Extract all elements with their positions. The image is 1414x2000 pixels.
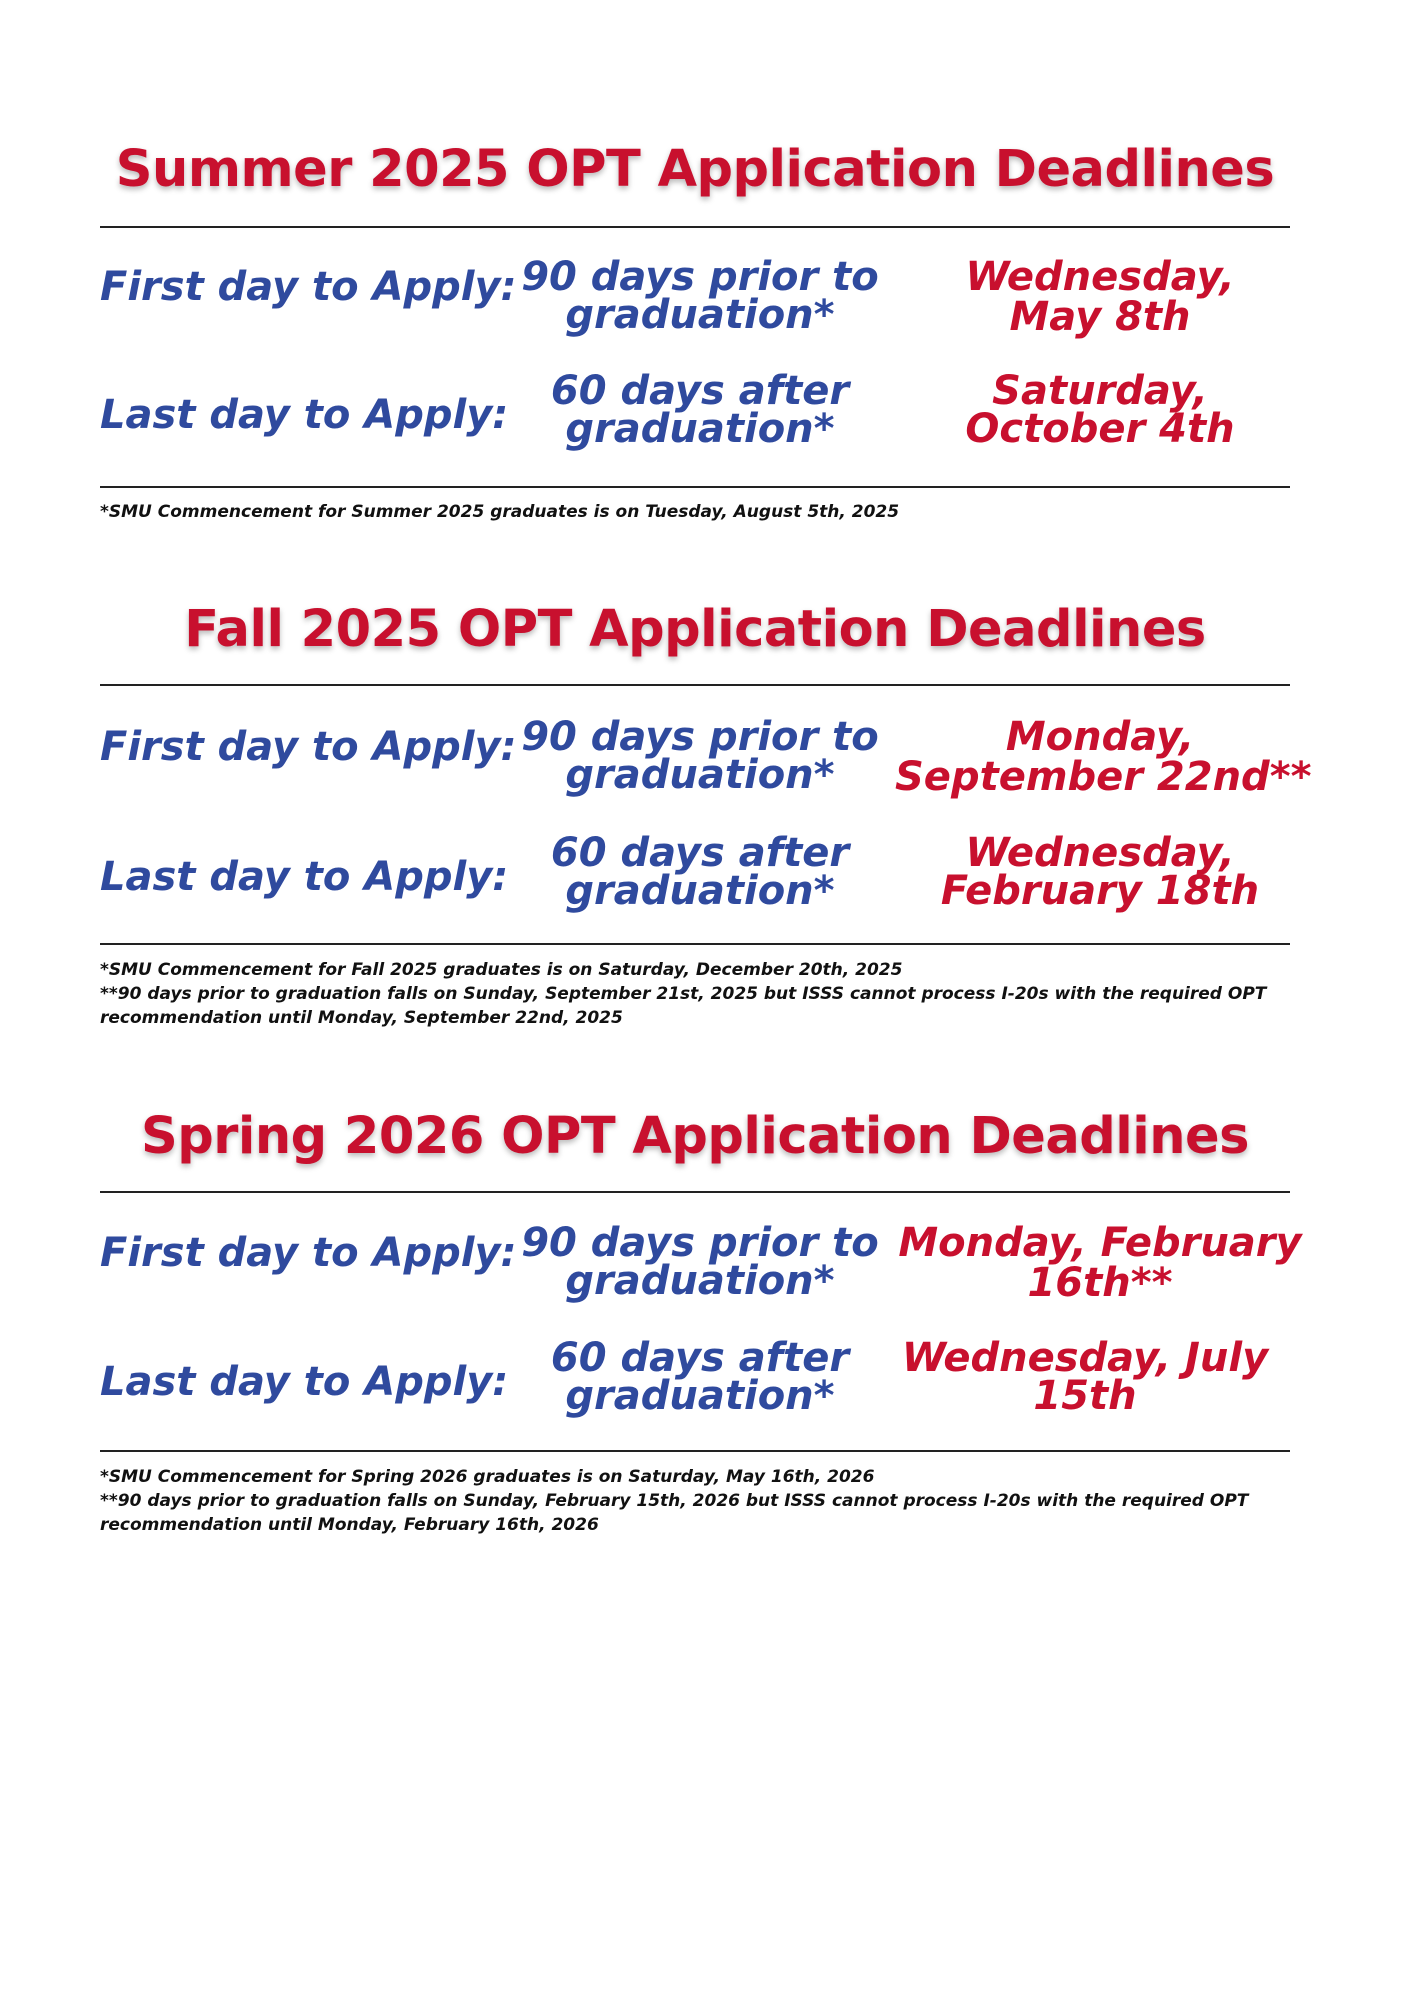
rule-line-2: graduation*	[565, 406, 835, 452]
date-line-1: Wednesday, July	[901, 1335, 1269, 1381]
date-line-1: Saturday,	[992, 368, 1208, 414]
rule-line-1: 60 days after	[550, 368, 850, 414]
footnotes	[100, 958, 1340, 1030]
date-line-2: 15th	[1033, 1373, 1137, 1419]
section-top-divider	[100, 684, 1290, 686]
last-day-label: Last day to Apply:	[100, 854, 509, 900]
section-title: Summer 2025 OPT Application Deadlines	[115, 140, 1275, 199]
footnotes	[100, 1465, 1340, 1537]
section-bottom-divider	[100, 486, 1290, 488]
date-line-2: 16th**	[1027, 1260, 1173, 1306]
first-day-date	[895, 714, 1312, 800]
first-day-rule	[500, 254, 900, 338]
footnote: *SMU Commencement for Summer 2025 graduates is on Tuesday, August 5th, 2025	[100, 502, 900, 522]
date-line-1: Wednesday,	[965, 830, 1235, 876]
first-day-rule	[500, 1220, 900, 1304]
first-day-row	[0, 1220, 1414, 1324]
rule-line-2: graduation*	[565, 752, 835, 798]
date-line-1: Monday,	[1005, 714, 1195, 760]
rule-line-1: 90 days prior to	[521, 1220, 879, 1266]
first-day-row	[0, 714, 1414, 818]
section-top-divider	[100, 1191, 1290, 1193]
last-day-rule	[500, 830, 900, 914]
rule-line-2: graduation*	[565, 292, 835, 338]
date-line-2: October 4th	[965, 406, 1235, 452]
rule-line-1: 60 days after	[550, 1335, 850, 1381]
last-day-label: Last day to Apply:	[100, 392, 509, 438]
section-bottom-divider	[100, 1450, 1290, 1452]
last-day-row	[0, 1335, 1414, 1439]
date-line-2: May 8th	[1009, 294, 1191, 340]
last-day-date	[880, 1335, 1290, 1419]
section-top-divider	[100, 226, 1290, 228]
first-day-date	[900, 254, 1300, 340]
first-day-label: First day to Apply:	[100, 724, 517, 770]
date-line-1: Wednesday,	[965, 254, 1235, 300]
section-title: Spring 2026 OPT Application Deadlines	[140, 1107, 1250, 1166]
rule-line-2: graduation*	[565, 1373, 835, 1419]
first-day-row	[0, 254, 1414, 358]
rule-line-1: 90 days prior to	[521, 254, 879, 300]
rule-line-2: graduation*	[565, 1258, 835, 1304]
first-day-label: First day to Apply:	[100, 1230, 517, 1276]
rule-line-1: 90 days prior to	[521, 714, 879, 760]
section-title: Fall 2025 OPT Application Deadlines	[184, 600, 1206, 659]
last-day-date	[900, 368, 1300, 452]
footnote: *SMU Commencement for Fall 2025 graduates is on Saturday, December 20th, 2025	[100, 960, 903, 980]
last-day-row	[0, 368, 1414, 472]
last-day-label: Last day to Apply:	[100, 1359, 509, 1405]
date-line-1: Monday, February	[898, 1220, 1302, 1266]
date-line-2: September 22nd**	[895, 754, 1312, 800]
last-day-rule	[500, 368, 900, 452]
first-day-rule	[500, 714, 900, 798]
footnote: **90 days prior to graduation falls on Sunday, February 15th, 2026 but ISSS cannot process I-20s with the required OPT recommendation until Monday, February 16th, 2026	[100, 1491, 1249, 1535]
first-day-date	[895, 1220, 1305, 1306]
date-line-2: February 18th	[940, 868, 1260, 914]
footnote: **90 days prior to graduation falls on Sunday, September 21st, 2025 but ISSS cannot process I-20s with the required OPT recommendation until Monday, September 22nd, 2025	[100, 984, 1267, 1028]
last-day-rule	[500, 1335, 900, 1419]
first-day-label: First day to Apply:	[100, 264, 517, 310]
section-bottom-divider	[100, 943, 1290, 945]
last-day-date	[900, 830, 1300, 914]
rule-line-1: 60 days after	[550, 830, 850, 876]
rule-line-2: graduation*	[565, 868, 835, 914]
footnote: *SMU Commencement for Spring 2026 graduates is on Saturday, May 16th, 2026	[100, 1467, 875, 1487]
last-day-row	[0, 830, 1414, 934]
footnotes	[100, 500, 1340, 524]
